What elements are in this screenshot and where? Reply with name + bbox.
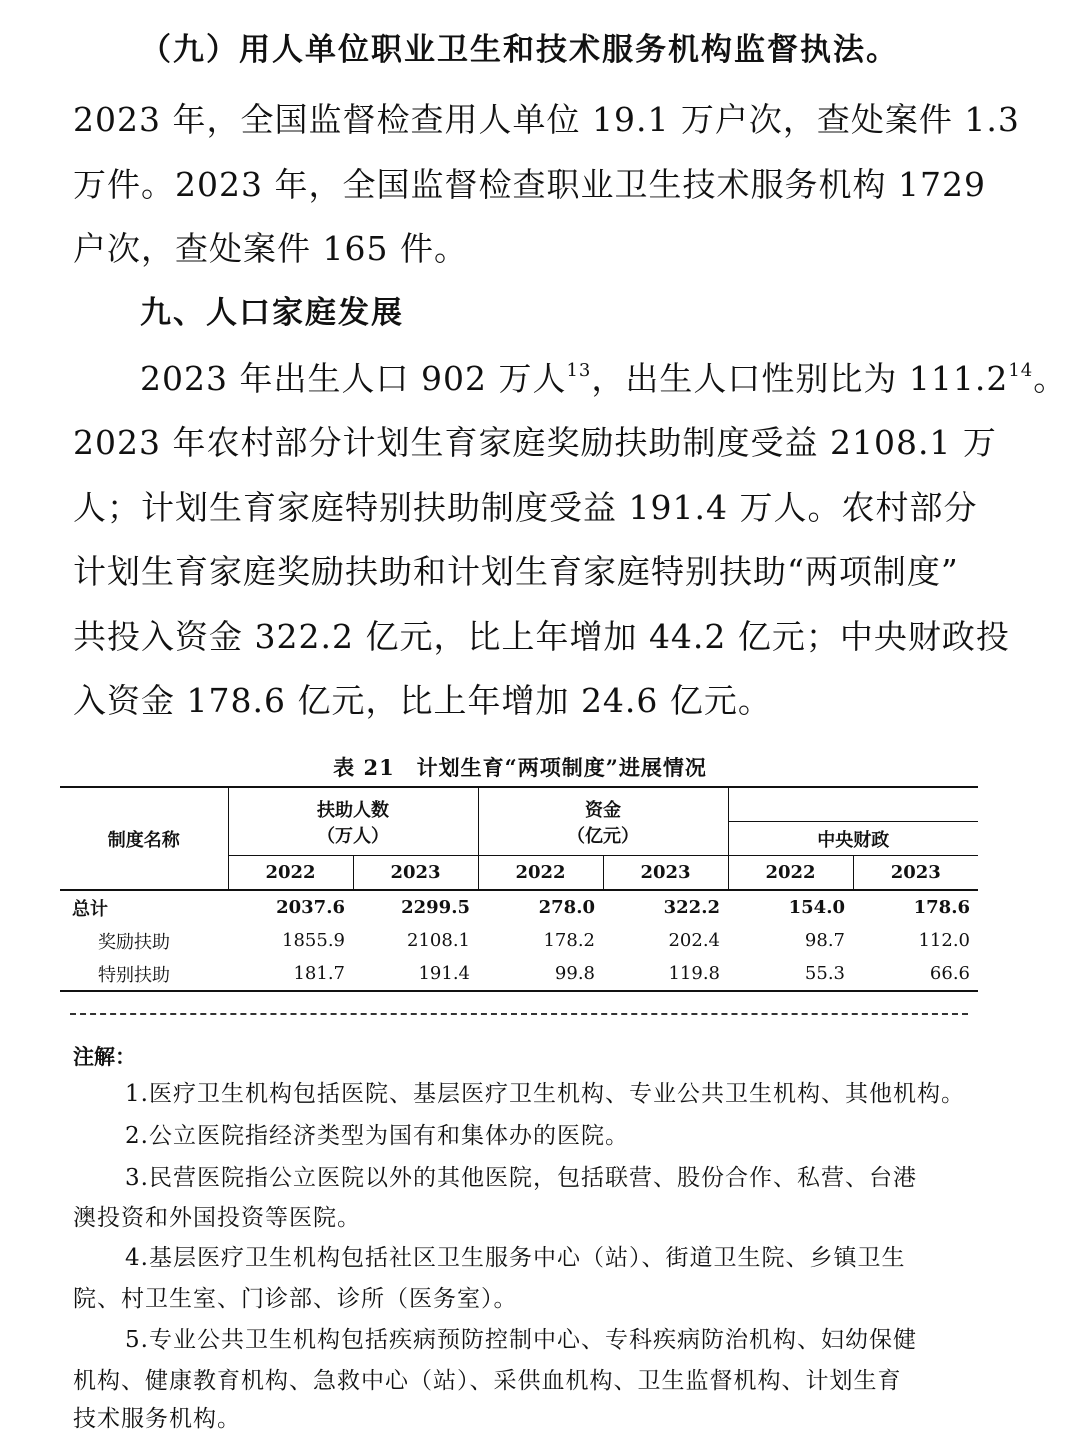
table-row <box>60 924 978 957</box>
note-line: 院、村卫生室、门诊部、诊所（医务室）。 <box>73 1286 518 1312</box>
header-beneficiaries-label: 扶助人数 <box>317 799 389 821</box>
table-cell: 112.0 <box>918 930 970 951</box>
table-cell: 154.0 <box>788 897 845 918</box>
sentence-end: 。 <box>1033 359 1067 398</box>
note-line: 3.民营医院指公立医院以外的其他医院，包括联营、股份合作、私营、台港 <box>125 1165 917 1191</box>
header-funds-unit: （亿元） <box>567 825 639 847</box>
footnote-ref[interactable]: 13 <box>566 360 592 381</box>
header-central-finance: 中央财政 <box>728 822 978 856</box>
note-line: 澳投资和外国投资等医院。 <box>73 1205 361 1231</box>
table-cell: 2108.1 <box>407 930 470 951</box>
paragraph-line: 入资金 178.6 亿元，比上年增加 24.6 亿元。 <box>73 681 772 720</box>
section-heading-supervision: （九）用人单位职业卫生和技术服务机构监督执法。 <box>140 32 899 68</box>
data-table <box>60 786 978 992</box>
table-cell: 119.8 <box>603 957 728 991</box>
header-funds-label: 资金 <box>585 799 621 821</box>
row-label: 奖励扶助 <box>98 931 170 953</box>
paragraph-line: 2023 年农村部分计划生育家庭奖励扶助制度受益 2108.1 万 <box>73 423 997 462</box>
table-cell: 66.6 <box>853 957 978 991</box>
births-text: 2023 年出生人口 902 万人 <box>140 359 567 398</box>
header-year: 2023 <box>853 856 978 891</box>
notes-title: 注解： <box>73 1044 136 1069</box>
header-beneficiaries-unit: （万人） <box>317 825 389 847</box>
header-year: 2022 <box>478 856 603 891</box>
note-line: 技术服务机构。 <box>73 1406 241 1432</box>
header-year: 2022 <box>228 856 353 891</box>
note-line: 机构、健康教育机构、急救中心（站）、采供血机构、卫生监督机构、计划生育 <box>73 1368 902 1394</box>
table-cell: 181.7 <box>228 957 353 991</box>
section-heading-population: 九、人口家庭发展 <box>140 295 404 331</box>
table-cell: 2037.6 <box>276 897 345 918</box>
sex-ratio-text: ，出生人口性别比为 111.2 <box>591 359 1009 398</box>
header-year: 2023 <box>353 856 478 891</box>
dashed-separator <box>70 1013 968 1015</box>
header-funds <box>478 787 728 856</box>
table-cell: 1855.9 <box>282 930 345 951</box>
table-row-total <box>60 890 978 924</box>
header-system-name: 制度名称 <box>60 787 228 890</box>
note-line: 5.专业公共卫生机构包括疾病预防控制中心、专科疾病防治机构、妇幼保健 <box>125 1327 917 1353</box>
table-cell: 202.4 <box>668 930 720 951</box>
note-line: 4.基层医疗卫生机构包括社区卫生服务中心（站）、街道卫生院、乡镇卫生 <box>125 1245 906 1271</box>
paragraph-line: 户次，查处案件 165 件。 <box>73 229 468 268</box>
table-cell: 99.8 <box>478 957 603 991</box>
table-cell: 2299.5 <box>401 897 470 918</box>
table-cell: 191.4 <box>353 957 478 991</box>
footnote-ref[interactable]: 14 <box>1008 360 1034 381</box>
paragraph-line: 人；计划生育家庭特别扶助制度受益 191.4 万人。农村部分 <box>73 488 978 527</box>
header-year: 2022 <box>728 856 853 891</box>
paragraph-line: 2023 年，全国监督检查用人单位 19.1 万户次，查处案件 1.3 <box>73 100 1020 139</box>
row-label: 特别扶助 <box>60 957 228 991</box>
paragraph-line: 共投入资金 322.2 亿元，比上年增加 44.2 亿元；中央财政投 <box>73 617 1010 656</box>
table-cell: 178.6 <box>913 897 970 918</box>
table-cell: 55.3 <box>728 957 853 991</box>
table-cell: 322.2 <box>663 897 720 918</box>
table-cell: 178.2 <box>543 930 595 951</box>
note-line: 2.公立医院指经济类型为国有和集体办的医院。 <box>125 1123 629 1149</box>
paragraph-line: 计划生育家庭奖励扶助和计划生育家庭特别扶助“两项制度” <box>73 552 959 591</box>
table-cell: 98.7 <box>804 930 845 951</box>
paragraph-line <box>140 359 1067 399</box>
paragraph-line: 万件。2023 年，全国监督检查职业卫生技术服务机构 1729 <box>73 165 986 204</box>
note-line: 1.医疗卫生机构包括医院、基层医疗卫生机构、专业公共卫生机构、其他机构。 <box>125 1081 965 1107</box>
table-title: 表 21 计划生育“两项制度”进展情况 <box>333 755 707 780</box>
header-funds-spacer <box>728 787 978 822</box>
row-label: 总计 <box>72 898 108 920</box>
table-cell: 278.0 <box>538 897 595 918</box>
table-row <box>60 957 978 991</box>
header-year: 2023 <box>603 856 728 891</box>
header-beneficiaries <box>228 787 478 856</box>
